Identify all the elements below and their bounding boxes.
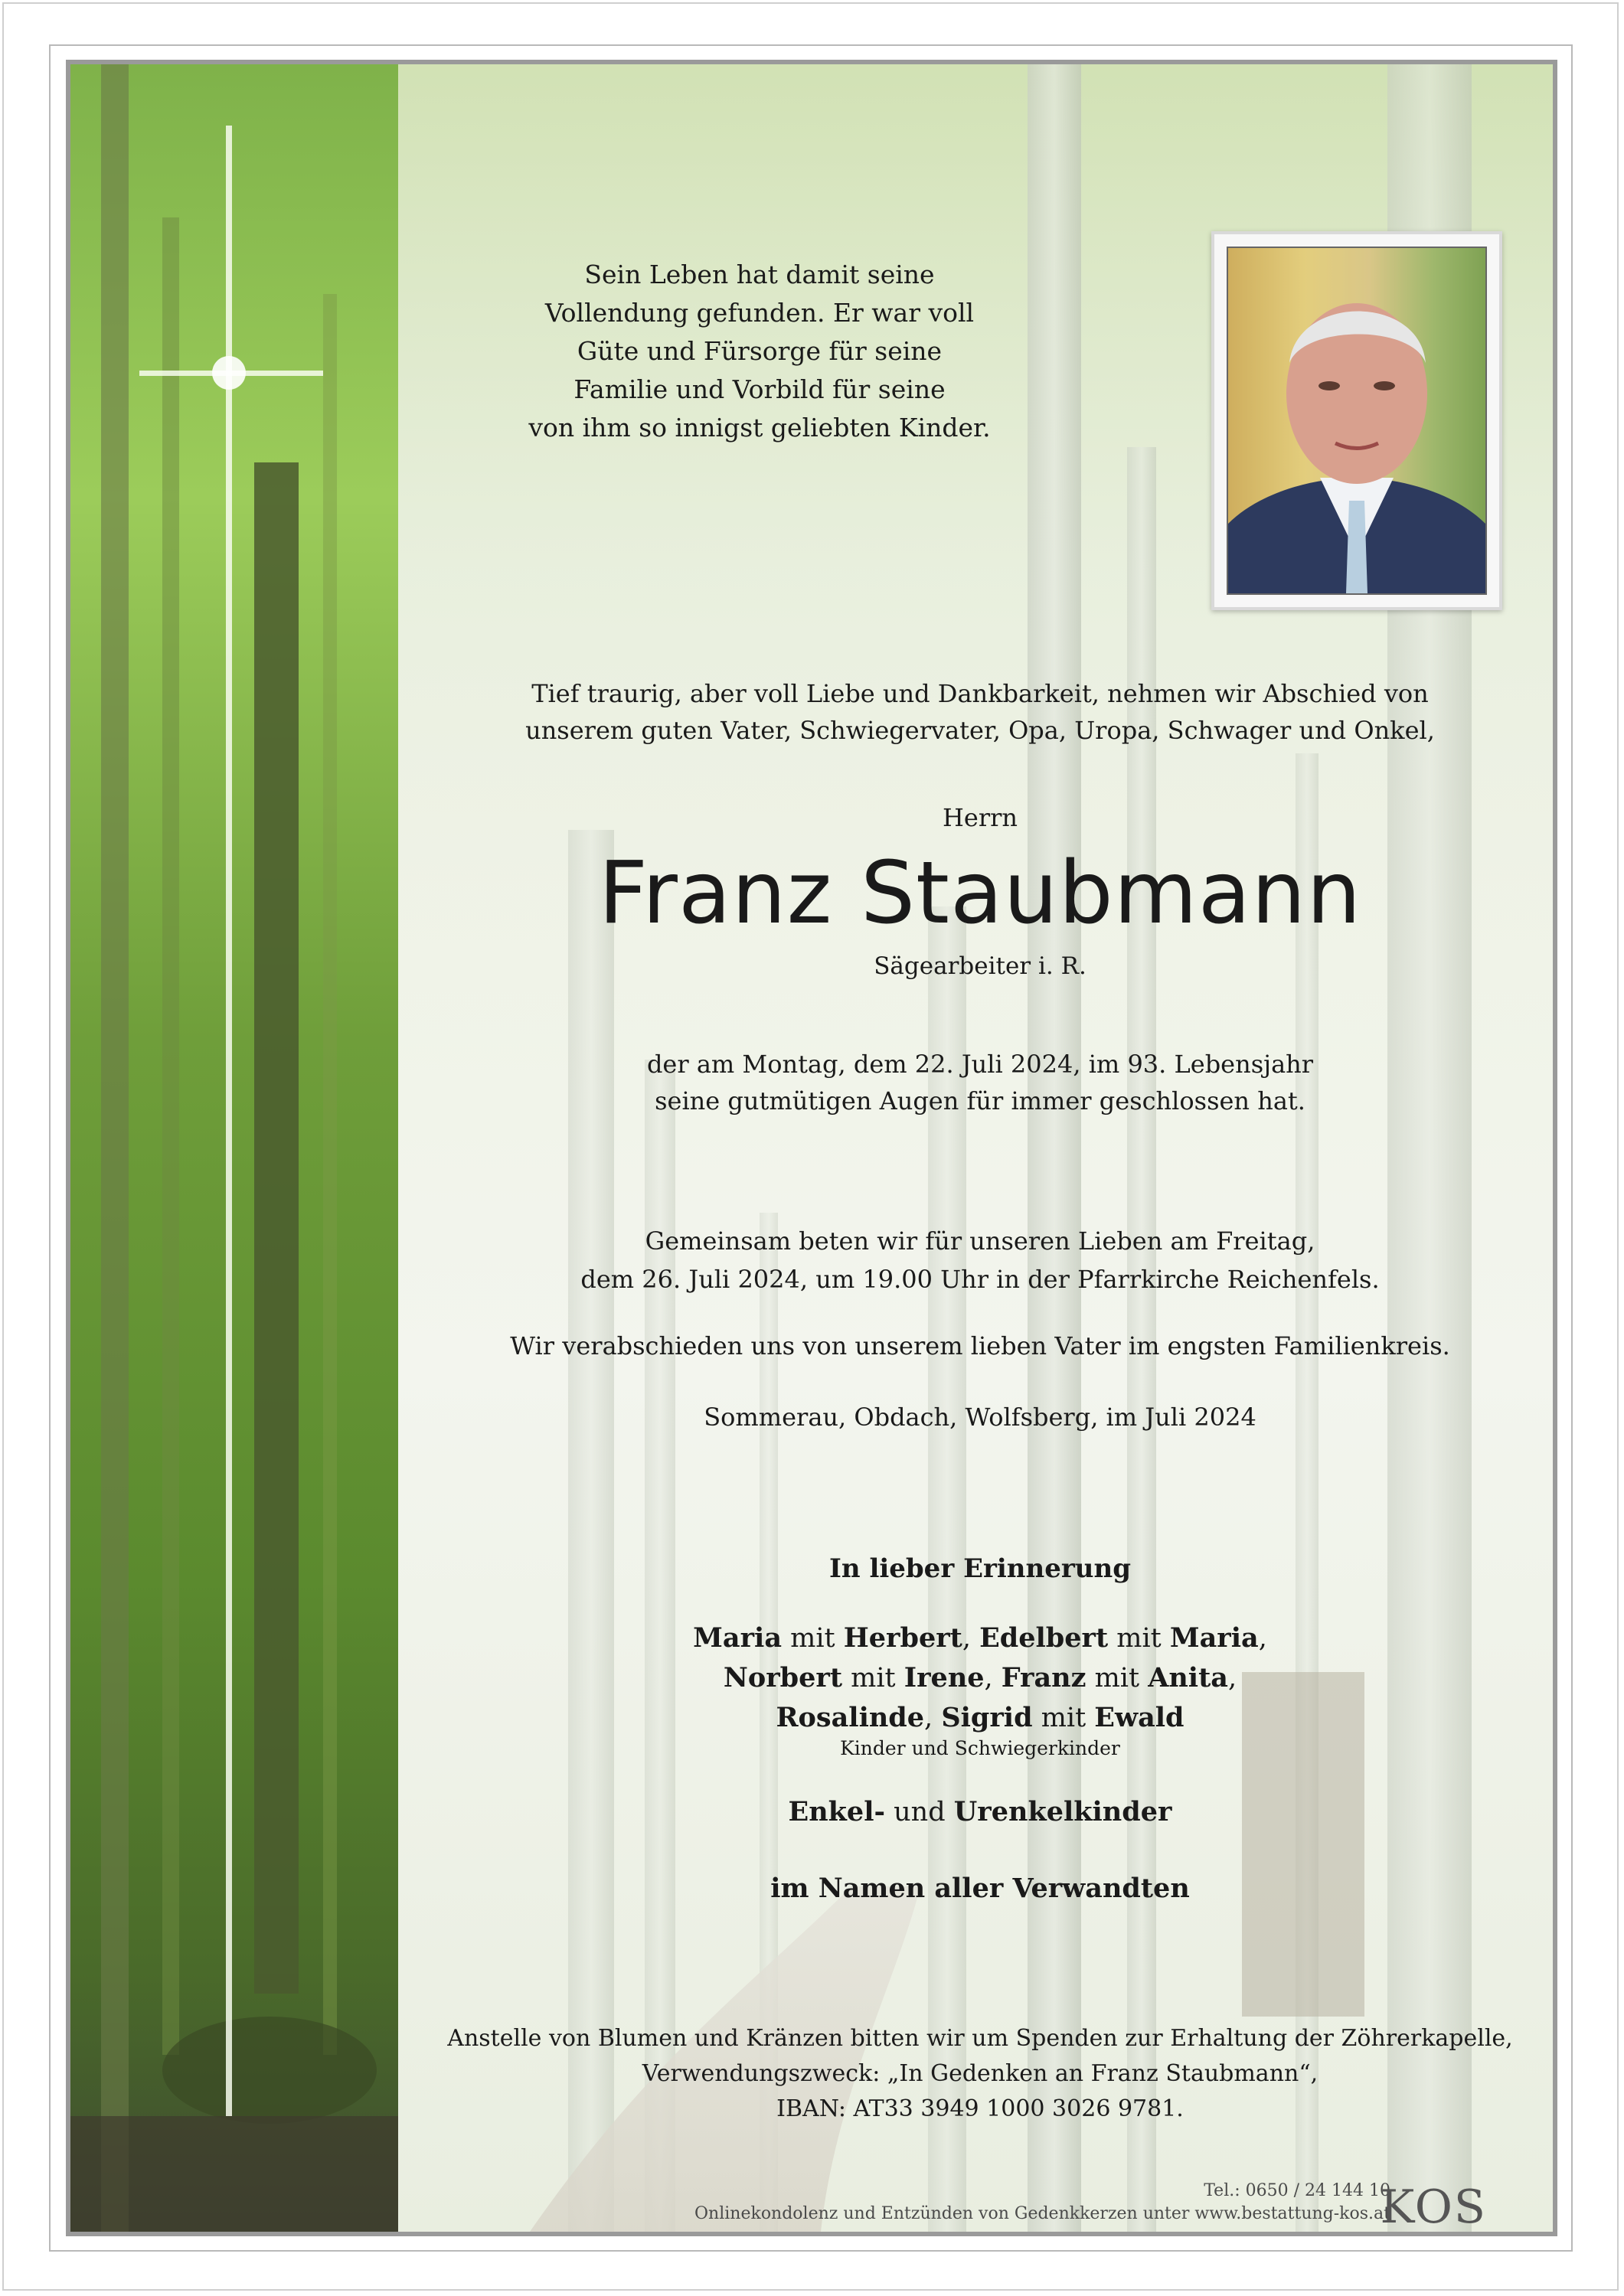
relatives: im Namen aller Verwandten xyxy=(770,1873,1190,1904)
quote-line: von ihm so innigst geliebten Kinder. xyxy=(528,413,991,443)
family-connector: mit xyxy=(1108,1623,1170,1654)
grandchildren-part: und xyxy=(885,1797,954,1827)
family-note: Kinder und Schwiegerkinder xyxy=(840,1737,1120,1759)
family-connector: mit xyxy=(842,1663,904,1693)
intro-line: unserem guten Vater, Schwiegervater, Opa, Uropa, Schwager und Onkel, xyxy=(525,716,1435,745)
portrait-photo xyxy=(1227,247,1487,595)
cross-icon xyxy=(139,126,323,2116)
family-connector: mit xyxy=(1086,1663,1149,1693)
donation-line: IBAN: AT33 3949 1000 3026 9781. xyxy=(776,2095,1184,2122)
forest-photo-strip xyxy=(70,64,398,2232)
family-connector: , xyxy=(1227,1663,1237,1693)
family-row xyxy=(398,1698,1557,1738)
quote-line: Sein Leben hat damit seine xyxy=(584,260,935,289)
donation-line: Verwendungszweck: „In Gedenken an Franz Staubmann“, xyxy=(642,2060,1318,2087)
donation-line: Anstelle von Blumen und Kränzen bitten wir um Spenden zur Erhaltung der Zöhrerkapelle, xyxy=(447,2025,1513,2052)
funeral-home-phone: Tel.: 0650 / 24 144 10 xyxy=(1204,2181,1390,2200)
family-connector: , xyxy=(1258,1623,1267,1654)
obituary-notice xyxy=(66,60,1557,2236)
family-member-name: Edelbert xyxy=(979,1622,1109,1654)
family-member-name: Rosalinde xyxy=(776,1702,925,1733)
family-member-name: Maria xyxy=(1169,1622,1259,1654)
family-member-name: Maria xyxy=(693,1622,782,1654)
quote-line: Vollendung gefunden. Er war voll xyxy=(544,298,975,328)
funeral-home-logo: KOS xyxy=(1380,2180,1487,2234)
family-member-name: Ewald xyxy=(1094,1702,1185,1733)
family-connector: , xyxy=(924,1703,942,1733)
family-list xyxy=(398,1618,1557,1738)
occupation: Sägearbeiter i. R. xyxy=(874,952,1086,980)
family-row xyxy=(398,1658,1557,1698)
prayer-line: Gemeinsam beten wir für unseren Lieben am Freitag, xyxy=(645,1226,1315,1256)
death-line: seine gutmütigen Augen für immer geschlossen hat. xyxy=(655,1086,1305,1115)
family-member-name: Sigrid xyxy=(941,1702,1033,1733)
death-line: der am Montag, dem 22. Juli 2024, im 93. Lebensjahr xyxy=(646,1050,1314,1079)
intro-paragraph xyxy=(398,675,1557,749)
family-row xyxy=(398,1618,1557,1658)
family-connector: mit xyxy=(1032,1703,1095,1733)
memory-title: In lieber Erinnerung xyxy=(828,1553,1132,1584)
family-connector: , xyxy=(984,1663,1002,1693)
family-member-name: Franz xyxy=(1001,1662,1086,1693)
death-notice xyxy=(398,1046,1557,1119)
place-date: Sommerau, Obdach, Wolfsberg, im Juli 2024 xyxy=(704,1403,1256,1432)
family-member-name: Herbert xyxy=(843,1622,962,1654)
memorial-quote xyxy=(499,256,1020,447)
deceased-name: Franz Staubmann xyxy=(598,844,1362,943)
family-connector: , xyxy=(962,1623,980,1654)
portrait-figure xyxy=(1228,248,1485,593)
family-member-name: Norbert xyxy=(723,1662,843,1693)
grandchildren-part: Urenkelkinder xyxy=(953,1796,1172,1827)
donation-notice xyxy=(398,2021,1557,2127)
quote-line: Familie und Vorbild für seine xyxy=(573,374,946,404)
prayer-line: dem 26. Juli 2024, um 19.00 Uhr in der Pfarrkirche Reichenfels. xyxy=(580,1265,1380,1294)
family-member-name: Irene xyxy=(903,1662,985,1693)
online-condolence-note: Onlinekondolenz und Entzünden von Gedenkkerzen unter www.bestattung-kos.at xyxy=(694,2204,1390,2223)
intro-line: Tief traurig, aber voll Liebe und Dankbarkeit, nehmen wir Abschied von xyxy=(531,679,1429,708)
farewell-notice: Wir verabschieden uns von unserem lieben Vater im engsten Familienkreis. xyxy=(510,1331,1450,1360)
prayer-notice xyxy=(398,1222,1557,1298)
grandchildren xyxy=(398,1796,1557,1827)
quote-line: Güte und Fürsorge für seine xyxy=(577,336,943,366)
portrait-frame xyxy=(1211,231,1502,610)
grandchildren-part: Enkel- xyxy=(788,1796,886,1827)
family-member-name: Anita xyxy=(1148,1662,1228,1693)
salutation: Herrn xyxy=(942,803,1018,832)
family-connector: mit xyxy=(782,1623,844,1654)
